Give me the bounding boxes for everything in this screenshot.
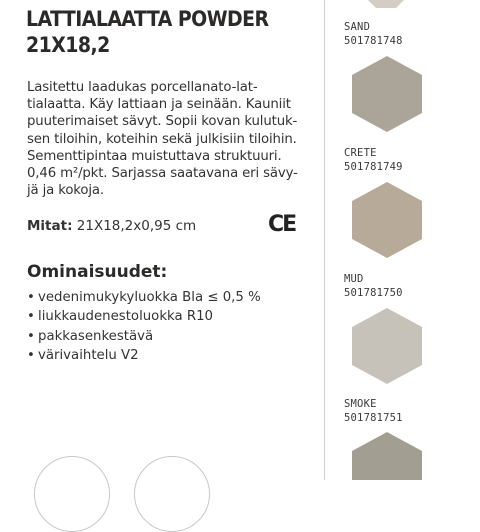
property-item: • värivaihtelu V2 (27, 346, 261, 365)
variant-code: 501781750 (344, 287, 403, 299)
variant-code: 501781749 (344, 161, 403, 173)
dimensions-value: 21X18,2x0,95 cm (76, 218, 197, 234)
dimensions-label: Mitat: (27, 218, 73, 234)
variant-code: 501781748 (344, 35, 403, 47)
product-title-line-2: 21X18,2 (26, 33, 110, 57)
product-title (26, 6, 269, 58)
properties-title: Ominaisuudet: (27, 262, 168, 282)
tile-swatch-smoke (352, 308, 422, 384)
variant-name: CRETE (344, 147, 377, 159)
hex-tile-shape (368, 0, 404, 8)
variant-name: MUD (344, 273, 364, 285)
variant-crete-label (344, 146, 403, 174)
description-line: Sementtipintaa muistuttava struktuuri. (27, 148, 282, 164)
column-divider (324, 0, 325, 480)
description-line: sen tiloihin, koteihin sekä julkisiin tiloihin. (27, 131, 297, 147)
description-line: puuterimaiset sävyt. Sopii kovan kulutuk- (27, 114, 298, 130)
hex-tile-shape (352, 182, 422, 258)
product-title-line-1: LATTIALAATTA POWDER (26, 7, 269, 31)
product-description (27, 79, 317, 199)
description-line: 0,46 m²/pkt. Sarjassa saatavana eri sävy- (27, 166, 298, 182)
description-line: Lasitettu laadukas porcellanato-lat- (27, 80, 258, 95)
description-line: tialaatta. Käy lattiaan ja seinään. Kauniit (27, 97, 291, 113)
hex-tile-shape (352, 56, 422, 132)
variant-code: 501781751 (344, 412, 403, 424)
tile-swatch-crete (352, 56, 422, 132)
variant-sand-label (344, 20, 403, 48)
badge-circle (134, 456, 210, 532)
tile-swatch-sand (354, 0, 418, 14)
dimensions (27, 218, 196, 234)
properties-list (27, 288, 261, 365)
tile-swatch-next (352, 432, 422, 480)
description-line: jä ja kokoja. (27, 183, 104, 199)
hex-tile-shape (352, 308, 422, 384)
tile-swatch-mud (352, 182, 422, 258)
variant-name: SAND (344, 21, 371, 33)
variant-mud-label (344, 272, 403, 300)
ce-mark: CE (268, 212, 296, 237)
variant-smoke-label (344, 397, 403, 425)
property-item: • vedenimukykyluokka Bla ≤ 0,5 % (27, 288, 261, 307)
variant-name: SMOKE (344, 398, 377, 410)
property-item: • pakkasenkestävä (27, 327, 261, 346)
property-item: • liukkaudenestoluokka R10 (27, 307, 261, 326)
badge-circle (34, 456, 110, 532)
hex-tile-shape (352, 432, 422, 480)
